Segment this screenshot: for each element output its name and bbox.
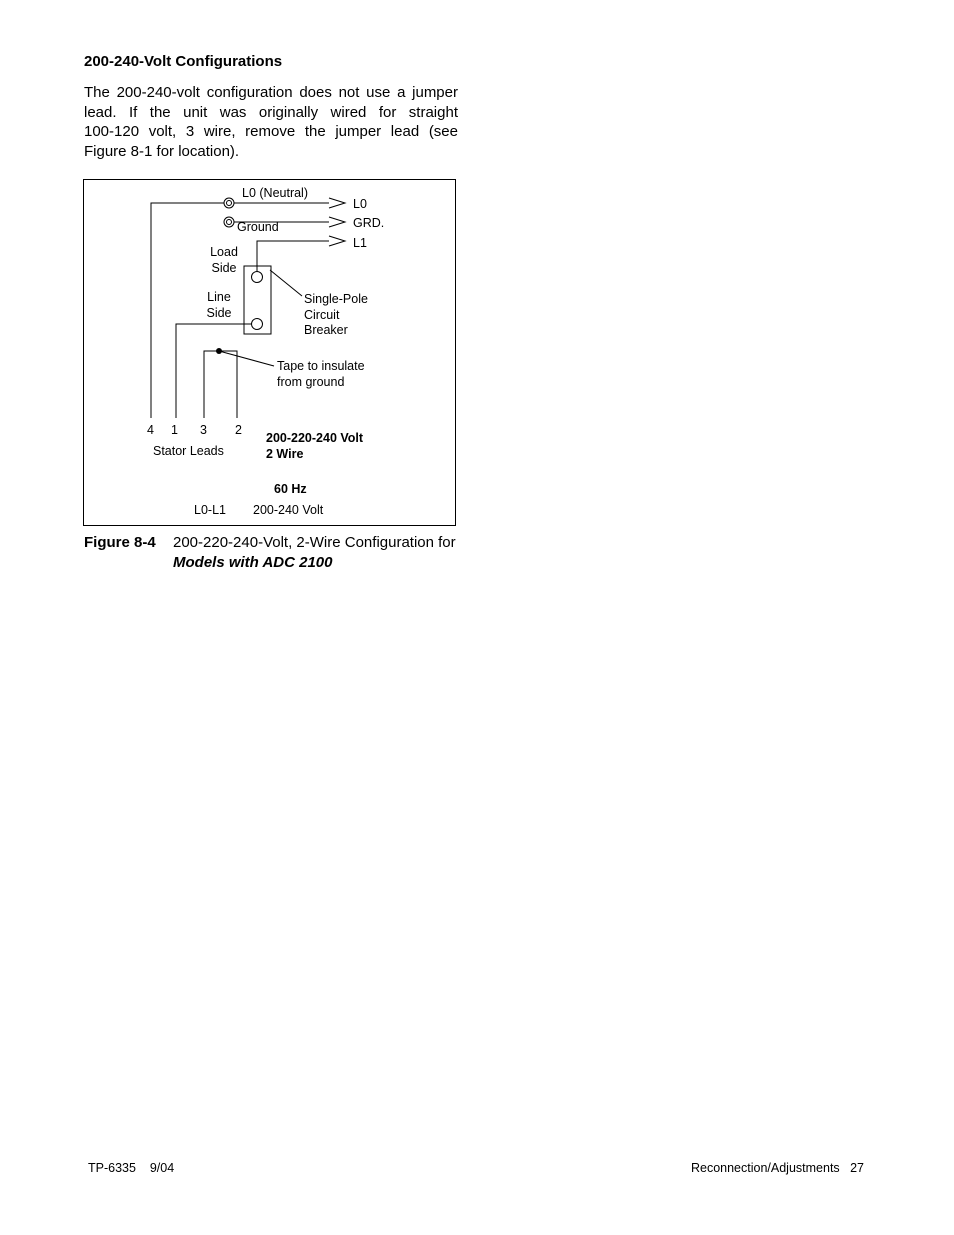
neutral-terminal (224, 198, 234, 208)
lead-2-wire (219, 351, 237, 418)
output-ground-label: GRD. (353, 216, 385, 230)
lead-number-2: 2 (235, 423, 242, 437)
body-paragraph (84, 83, 458, 161)
caption-emphasis: Models with ADC 2100 (173, 553, 333, 571)
line-side-terminal (252, 319, 263, 330)
tape-junction (216, 348, 222, 354)
ground-terminal (224, 217, 234, 227)
paragraph-line: Figure 8-1 for location). (84, 142, 240, 160)
figure-number: Figure 8-4 (84, 534, 156, 551)
caption-text: 200-220-240-Volt, 2-Wire Configuration for Models with ADC 2100 (173, 534, 456, 571)
load-side-terminal (252, 272, 263, 283)
breaker-label: Single-Pole Circuit Breaker (304, 292, 368, 337)
paragraph-line: 100-120 volt, 3 wire, remove the jumper lead (see (84, 123, 458, 141)
paragraph-line: lead. If the unit was originally wired for straight (84, 103, 458, 121)
wiring-diagram (83, 179, 456, 526)
lead-1-wire (176, 324, 251, 418)
lead-number-1: 1 (171, 423, 178, 437)
line-side-label: Line Side (206, 290, 232, 320)
tape-leader (219, 351, 274, 366)
ground-label: Ground (237, 220, 279, 234)
lead-number-4: 4 (147, 423, 154, 437)
output-l1-label: L1 (353, 236, 367, 250)
voltage-table-column-2: 200-240 Volt (253, 503, 324, 517)
footer-section-page: Reconnection/Adjustments 27 (690, 1161, 864, 1175)
lead-3-wire (204, 351, 219, 418)
frequency-label: 60 Hz (274, 482, 307, 496)
l0-neutral-label: L0 (Neutral) (242, 186, 308, 200)
l1-arrow (329, 236, 345, 246)
ground-arrow (329, 217, 345, 227)
tape-note-label: Tape to insulate from ground (277, 359, 365, 389)
configuration-label: 200-220-240 Volt 2 Wire (266, 431, 364, 461)
load-side-label: Load Side (210, 245, 238, 275)
voltage-table-column-1: L0-L1 (194, 503, 226, 517)
paragraph-line: The 200-240-volt configuration does not use a jumper (84, 84, 458, 101)
lead-number-3: 3 (200, 423, 207, 437)
breaker-leader (270, 270, 302, 296)
output-l0-label: L0 (353, 197, 367, 211)
footer-doc-id: TP-6335 9/04 (88, 1161, 175, 1175)
l0-arrow (329, 198, 345, 208)
section-heading: 200-240-Volt Configurations (84, 53, 283, 70)
stator-leads-label: Stator Leads (153, 444, 224, 458)
